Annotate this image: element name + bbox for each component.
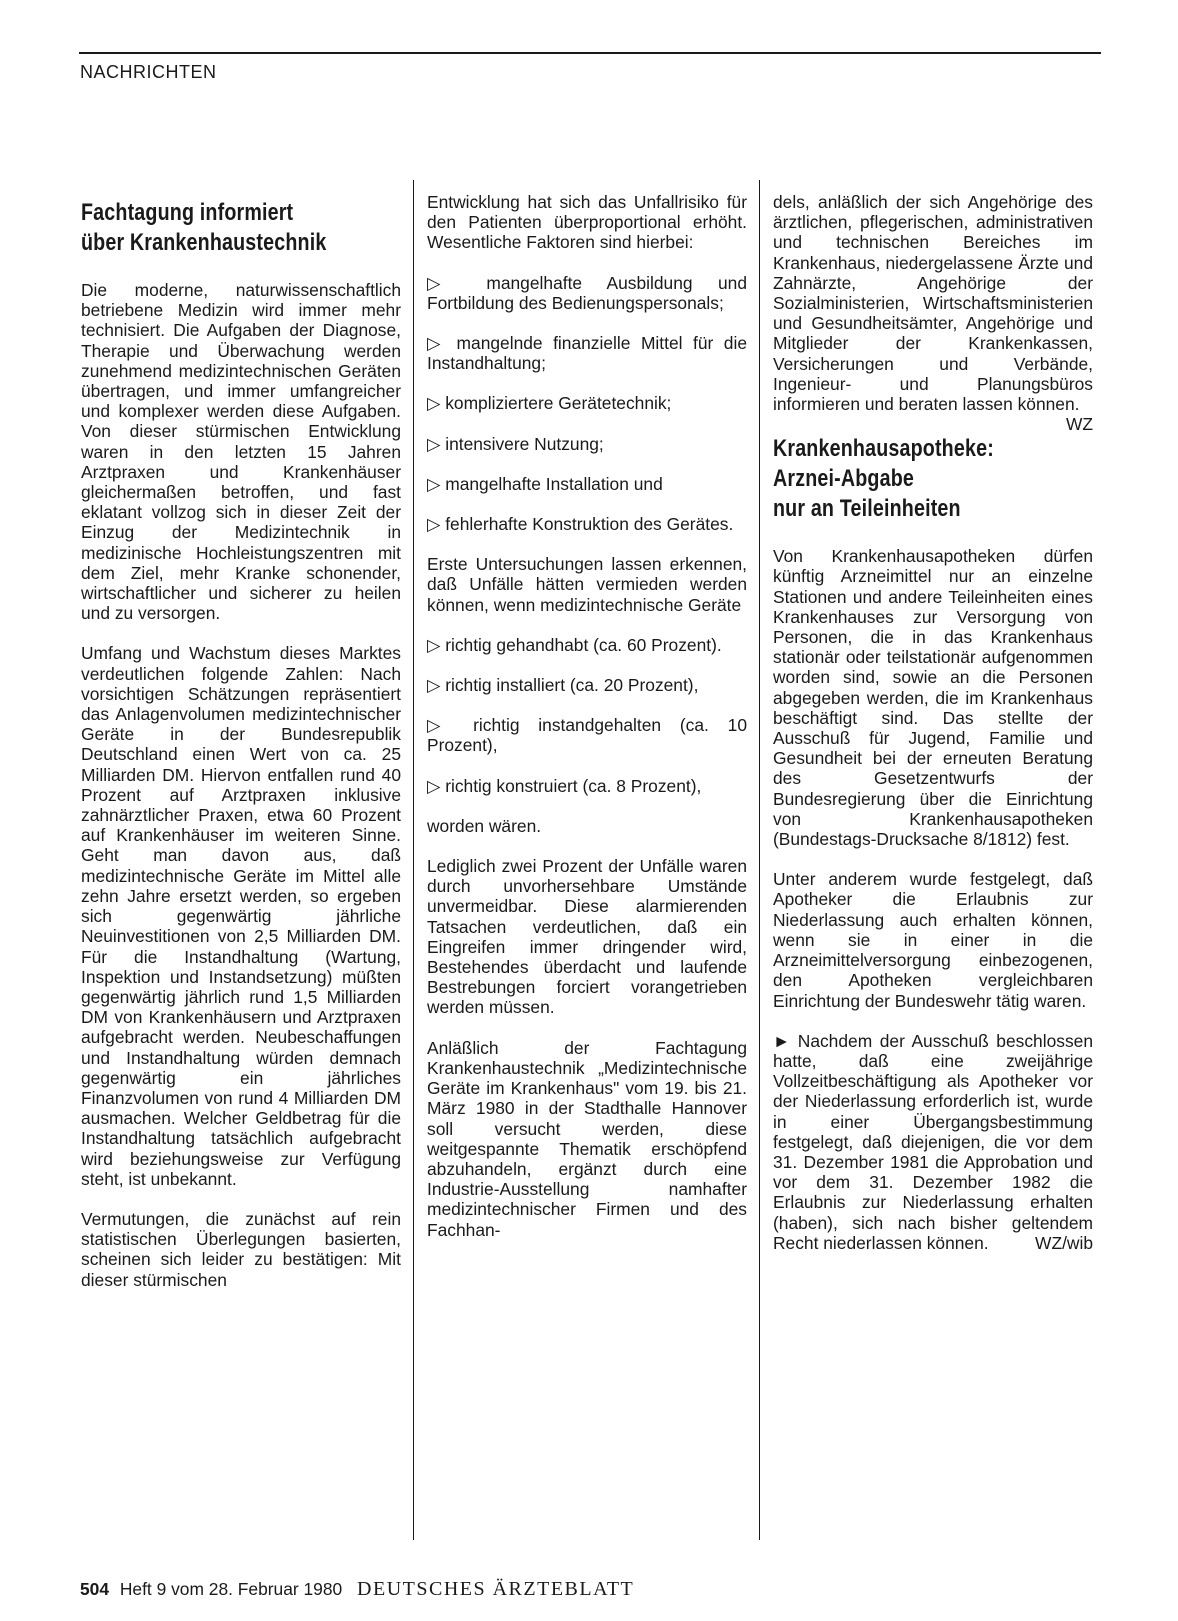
section-label: NACHRICHTEN [80,62,217,82]
bullet-item: ▷ richtig installiert (ca. 20 Prozent), [427,675,699,696]
column-divider [759,180,760,1540]
paragraph: dels, anläßlich der sich Angehörige des ärztlichen, pflegerischen, administrativen und technischen Bereiches im Krankenhaus, niedergelassene Ärzte und Zahnärzte, Angehörige der Sozialministerien, Wirtschaftsministerien und Gesundheitsämter, Angehörige und Mitglieder der Krankenkassen, Versicherungen und Verbände, Ingenieur- und Planungsbüros informieren und beraten lassen können. WZ [773,192,1093,435]
paragraph: worden wären. [427,815,542,836]
bullet-item: ▷ intensivere Nutzung; [427,433,604,454]
paragraph: Vermutungen, die zunächst auf rein statistischen Überlegungen basierten, scheinen sich leider zu bestätigen: Mit dieser stürmischen [81,1208,401,1290]
paragraph: Anläßlich der Fachtagung Krankenhaustechnik „Medizintechnische Geräte im Krankenhaus" vom 19. bis 21. März 1980 in der Stadthalle Hannover soll versucht werden, diese weitgespannte Thematik erschöpfend abzuhandeln, ergänzt durch eine Industrie-Ausstellung namhafter medizintechnischer Firmen und des Fachhan- [427,1037,747,1240]
paragraph: Lediglich zwei Prozent der Unfälle waren durch unvorhersehbare Umstände unvermeidbar. Diese alarmierenden Tatsachen verdeutlichen, daß ein Eingreifen immer dringender wird, Bestehendes überdacht und laufende Bestrebungen forciert vorangetrieben werden müssen. [427,856,747,1018]
bullet-item: ▷ mangelhafte Installation und [427,473,663,494]
paragraph: Entwicklung hat sich das Unfallrisiko für den Patienten überproportional erhöht. Wesentliche Faktoren sind hierbei: [427,192,747,253]
bullet-item: ▷ richtig konstruiert (ca. 8 Prozent), [427,775,702,796]
bullet-item: ▷ kompliziertere Gerätetechnik; [427,393,672,414]
paragraph: Unter anderem wurde festgelegt, daß Apotheker die Erlaubnis zur Niederlassung auch erhalten können, wenn sie in einer in die Arzneimittelversorgung einbezogenen, den Apotheken vergleichbaren Einrichtung der Bundeswehr tätig waren. [773,869,1093,1011]
bullet-item: ▷ fehlerhafte Konstruktion des Gerätes. [427,514,734,535]
bullet-item: ▷ mangelnde finanzielle Mittel für die Instandhaltung; [427,333,747,374]
issue-info: Heft 9 vom 28. Februar 1980 [119,1579,343,1599]
bullet-item: ▷ richtig gehandhabt (ca. 60 Prozent). [427,634,722,655]
page-number: 504 [80,1579,110,1599]
bullet-item: ▷ mangelhafte Ausbildung und Fortbildung des Bedienungspersonals; [427,272,747,313]
author-signature: WZ/wib [1035,1232,1093,1253]
article-title: Fachtagung informiert über Krankenhaustechnik [81,199,327,256]
paragraph: Die moderne, naturwissenschaftlich betriebene Medizin wird immer mehr technisiert. Die Aufgaben der Diagnose, Therapie und Überwachung werden zunehmend medizintechnischen Geräten übertragen, und immer umfangreicher und komplexer werden diese Aufgaben. Von dieser stürmischen Entwicklung waren in den letzten 15 Jahren Arztpraxen und Krankenhäuser gleichermaßen betroffen, und fast eklatant vollzog sich in dieser Zeit der Einzug der Medizintechnik in medizinische Hochleistungszentren mit dem Ziel, mehr Kranke schonender, wirtschaftlicher und sicherer zu heilen und zu versorgen. [81,280,401,624]
page-footer [80,1578,634,1601]
author-signature: WZ [1065,414,1093,435]
column-3 [773,192,1093,1273]
column-2 [427,192,747,1260]
bullet-item: ▷ richtig instandgehalten (ca. 10 Prozent), [427,715,747,756]
paragraph: Von Krankenhausapotheken dürfen künftig Arzneimittel nur an einzelne Stationen und andere Teileinheiten eines Krankenhauses zur Versorgung von Personen, die in das Krankenhaus stationär oder teilstationär aufgenommen worden sind, sowie an die Personen abgegeben werden, die im Krankenhaus beschäftigt sind. Das stellte der Ausschuß für Jugend, Familie und Gesundheit bei der erneuten Beratung des Gesetzentwurfs der Bundesregierung über die Einrichtung von Krankenhausapotheken (Bundestags-Drucksache 8/1812) fest. [773,546,1093,850]
paragraph: Umfang und Wachstum dieses Marktes verdeutlichen folgende Zahlen: Nach vorsichtigen Schätzungen repräsentiert das Anlagenvolumen medizintechnischer Geräte in der Bundesrepublik Deutschland einen Wert von ca. 25 Milliarden DM. Hiervon entfallen rund 40 Prozent auf Arztpraxen inklusive zahnärztlicher Praxen, etwa 60 Prozent auf Krankenhäuser im weiteren Sinne. Geht man davon aus, daß medizintechnische Geräte im Mittel alle zehn Jahre ersetzt werden, so ergeben sich gegenwärtig jährliche Neuinvestitionen von 2,5 Milliarden DM. Für die Instandhaltung (Wartung, Inspektion und Instandsetzung) müßten gegenwärtig jährlich rund 1,5 Milliarden DM von Krankenhäusern und Arztpraxen aufgebracht werden. Neubeschaffungen und Instandhaltung würden demnach gegenwärtig ein jährliches Finanzvolumen von rund 4 Milliarden DM ausmachen. Welcher Geldbetrag für die Instandhaltung tatsächlich aufgebracht wird beziehungsweise zur Verfügung steht, ist unbekannt. [81,643,401,1189]
column-1 [81,188,401,1310]
paragraph: ► Nachdem der Ausschuß beschlossen hatte, daß eine zweijährige Vollzeitbeschäftigung als Apotheker vor der Niederlassung erforderlich ist, wurde in einer Übergangsbestimmung festgelegt, daß diejenigen, die vor dem 31. Dezember 1981 die Approbation und vor dem 31. Dezember 1982 die Erlaubnis zur Niederlassung erhalten (haben), sich nach bisher geltendem Recht niederlassen können. WZ/wib [773,1030,1093,1253]
magazine-name: DEUTSCHES ÄRZTEBLATT [357,1578,635,1600]
article-title: Krankenhausapotheke: Arznei-Abgabe nur an Teileinheiten [773,435,994,523]
header-rule [79,52,1101,54]
column-divider [413,180,414,1540]
paragraph: Erste Untersuchungen lassen erkennen, daß Unfälle hätten vermieden werden können, wenn medizintechnische Geräte [427,554,747,615]
